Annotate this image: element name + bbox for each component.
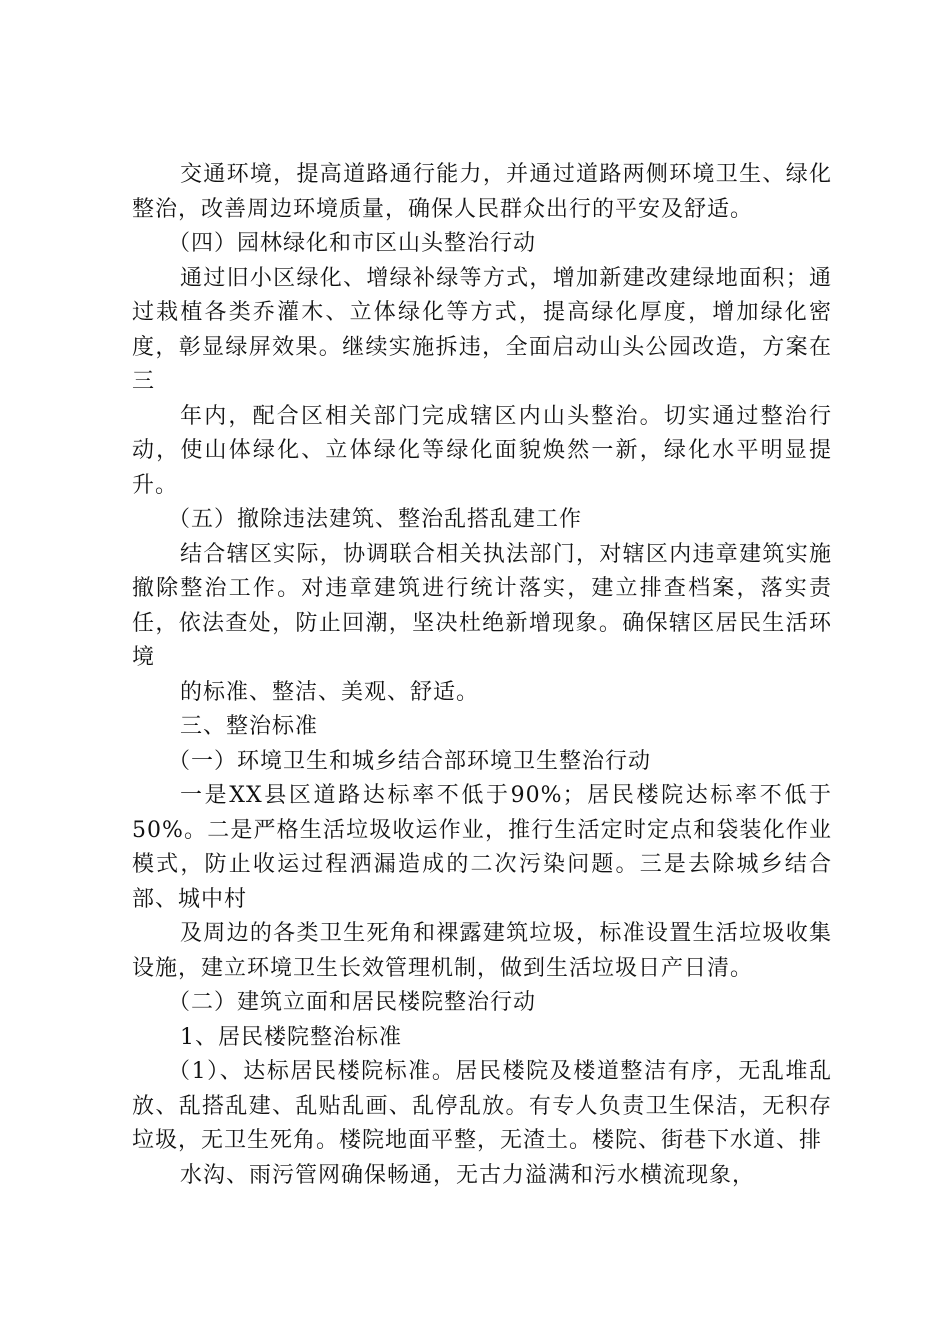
- document-page: [132, 158, 832, 1193]
- section-subheading: （五）撤除违法建筑、整治乱搭乱建工作: [168, 507, 583, 532]
- body-paragraph: 交通环境，提高道路通行能力，并通过道路两侧环境卫生、绿化整治，改善周边环境质量，确保人民群众出行的平安及舒适。: [132, 162, 832, 222]
- body-paragraph: 的标准、整洁、美观、舒适。: [180, 679, 480, 705]
- standard-paragraph: （1）、达标居民楼院标准。居民楼院及楼道整洁有序，无乱堆乱放、乱搭乱建、乱贴乱画、乱停乱放。有专人负责卫生保洁，无积存垃圾，无卫生死角。楼院地面平整，无渣土。楼院、街巷下水道、排: [132, 1059, 832, 1153]
- section-subheading: （四）园林绿化和市区山头整治行动: [168, 231, 537, 256]
- body-paragraph: 结合辖区实际，协调联合相关执法部门，对辖区内违章建筑实施撤除整治工作。对违章建筑进行统计落实，建立排查档案，落实责任，依法查处，防止回潮，坚决杜绝新增现象。确保辖区居民生活环境: [132, 541, 832, 670]
- section-heading: 三、整治标准: [180, 714, 319, 739]
- section-subheading: （二）建筑立面和居民楼院整治行动: [168, 990, 537, 1015]
- body-paragraph: 年内，配合区相关部门完成辖区内山头整治。切实通过整治行动，使山体绿化、立体绿化等绿化面貌焕然一新，绿化水平明显提升。: [132, 403, 832, 498]
- body-paragraph: 水沟、雨污管网确保畅通，无古力溢满和污水横流现象，: [180, 1162, 756, 1188]
- section-subheading: （一）环境卫生和城乡结合部环境卫生整治行动: [168, 748, 652, 774]
- body-paragraph: 一是XX县区道路达标率不低于90%；居民楼院达标率不低于50%。二是严格生活垃圾收运作业，推行生活定时定点和袋装化作业模式，防止收运过程洒漏造成的二次污染问题。三是去除城乡结合部、城中村: [132, 783, 832, 912]
- body-paragraph: 通过旧小区绿化、增绿补绿等方式，增加新建改建绿地面积；通过栽植各类乔灌木、立体绿化等方式，提高绿化厚度，增加绿化密度，彰显绿屏效果。继续实施拆违，全面启动山头公园改造，方案在三: [132, 265, 832, 394]
- item-heading: 1、居民楼院整治标准: [180, 1024, 402, 1050]
- body-paragraph: 及周边的各类卫生死角和裸露建筑垃圾，标准设置生活垃圾收集设施，建立环境卫生长效管理机制，做到生活垃圾日产日清。: [132, 921, 832, 981]
